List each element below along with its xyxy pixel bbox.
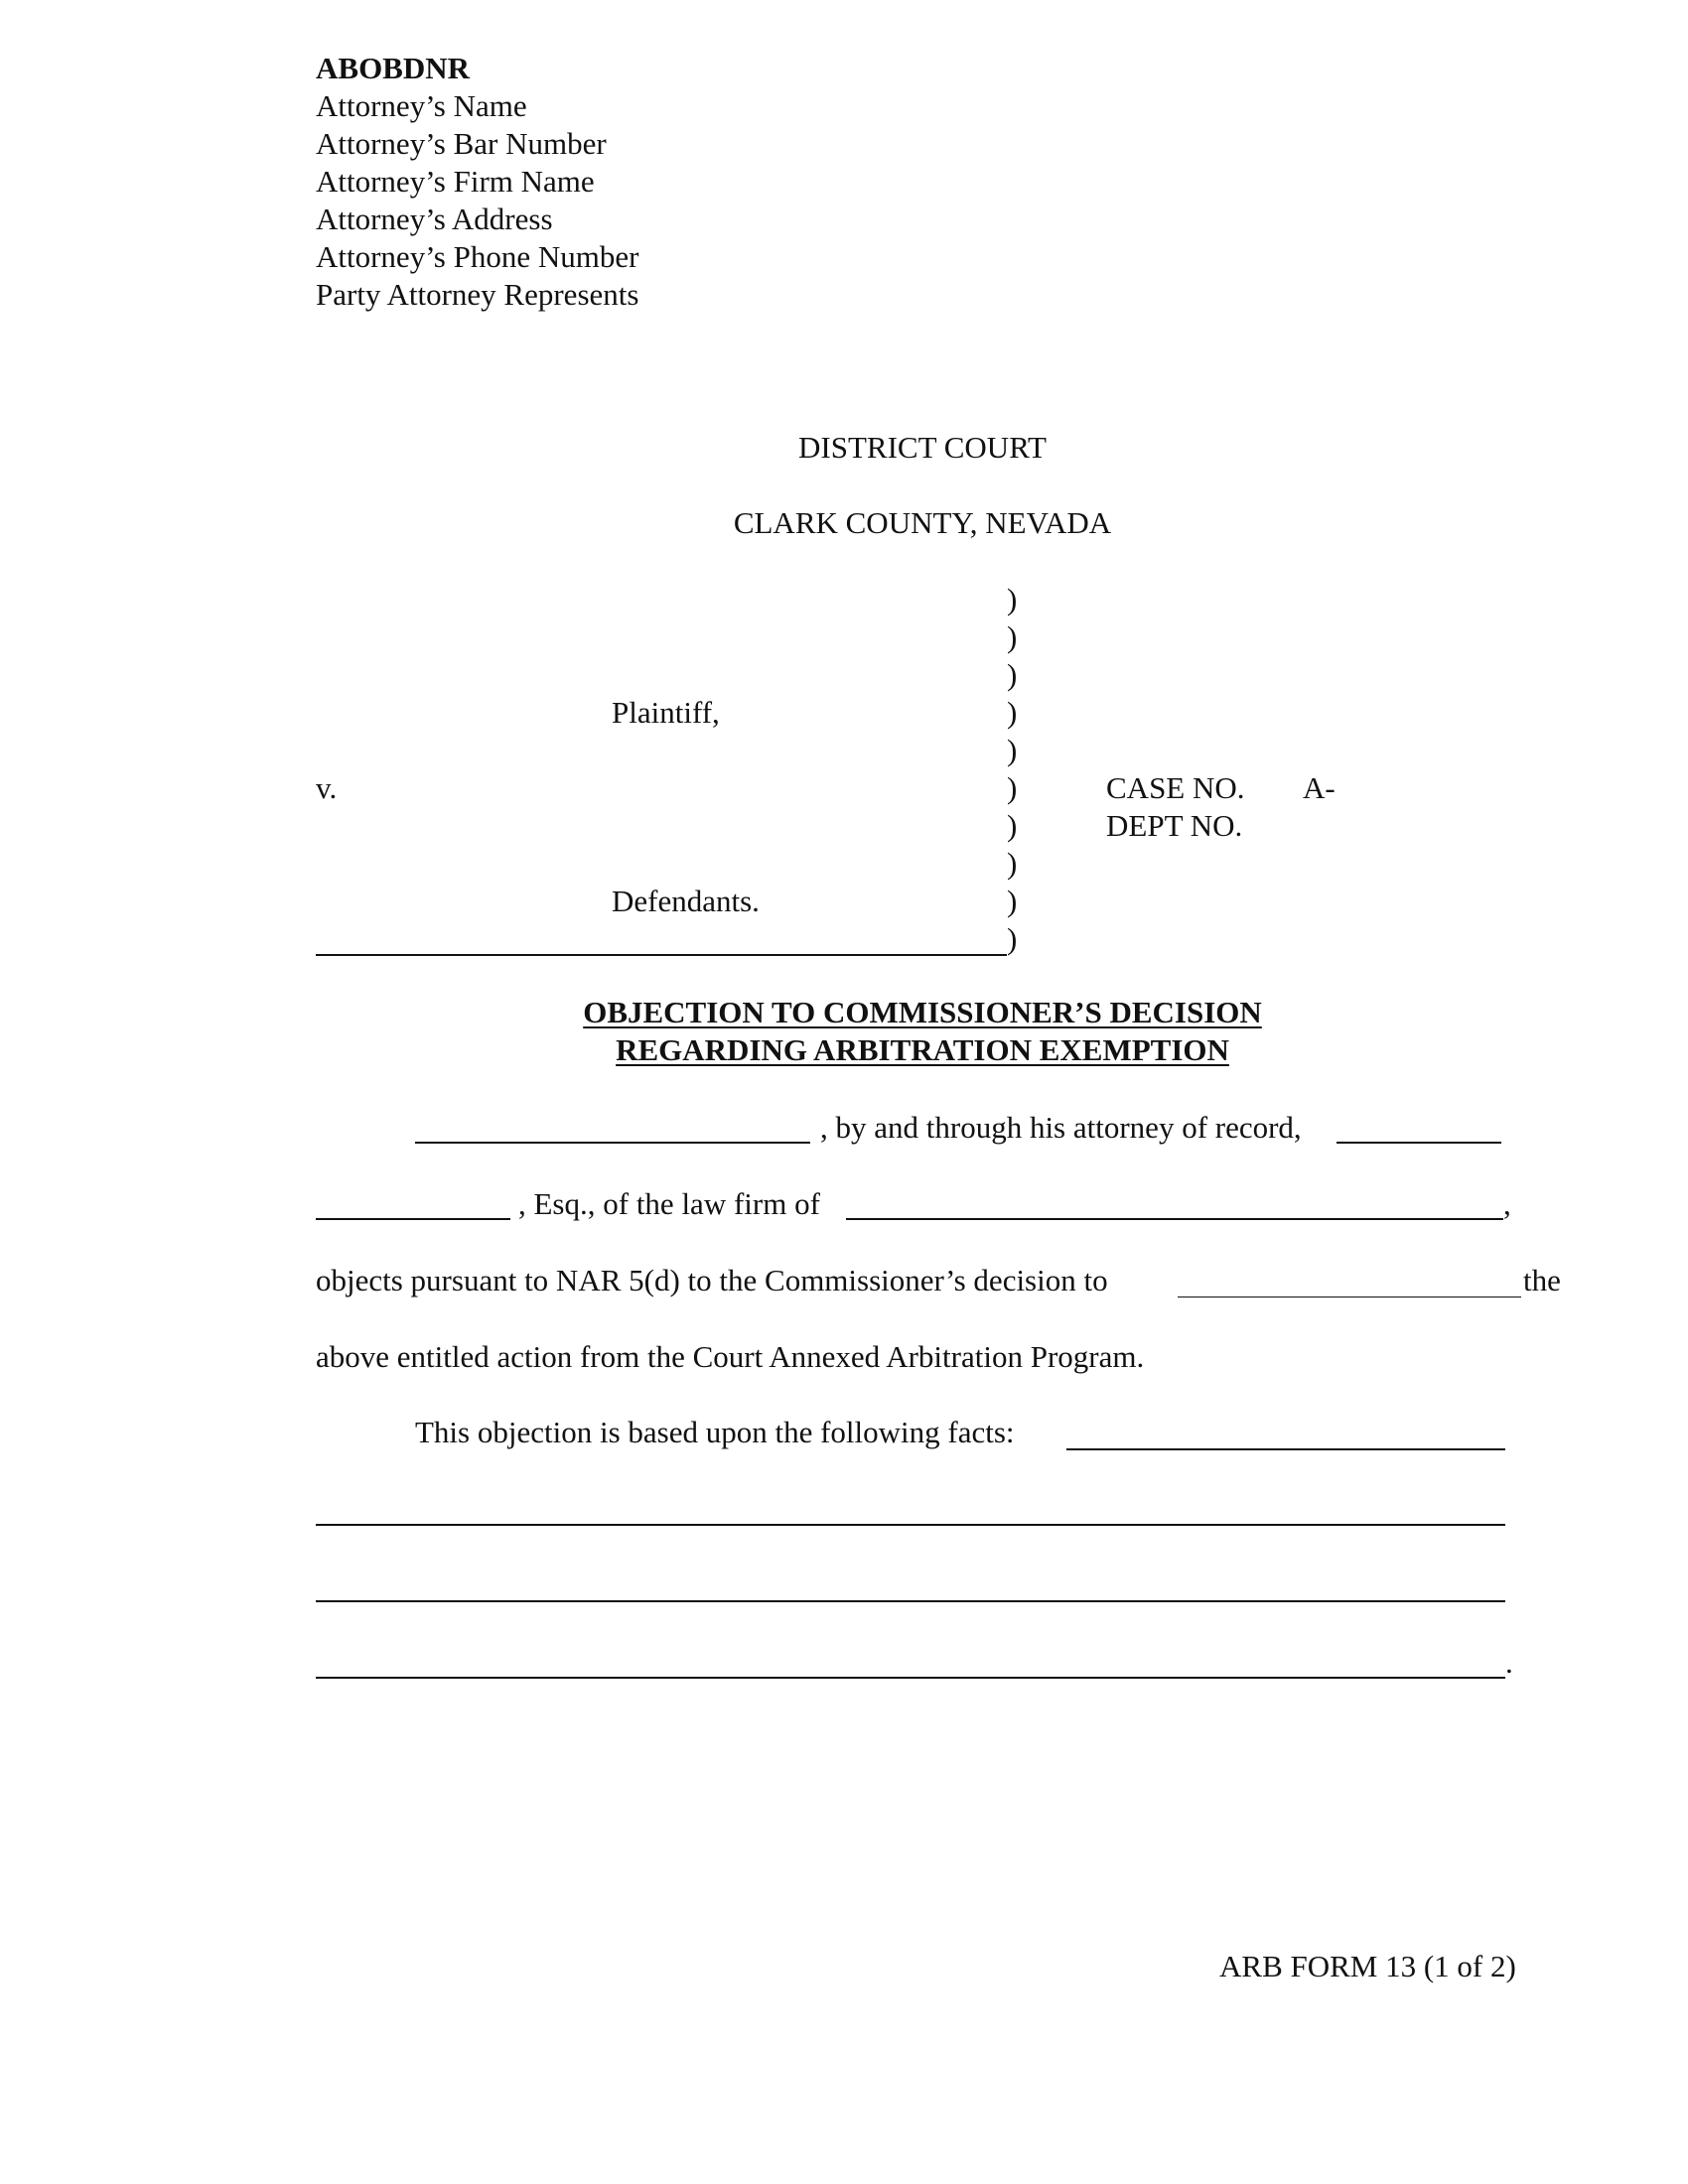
document-title-line-1: OBJECTION TO COMMISSIONER’S DECISION	[583, 995, 1262, 1029]
facts-blank-inline[interactable]	[1066, 1448, 1505, 1450]
versus-label: v.	[316, 770, 338, 805]
attorney-name-blank-end[interactable]	[316, 1218, 510, 1220]
body-line-2-text: , Esq., of the law firm of	[518, 1186, 820, 1221]
attorney-name-label: Attorney’s Name	[316, 88, 527, 123]
facts-blank-line-2[interactable]	[316, 1600, 1505, 1602]
caption-paren: )	[1007, 846, 1018, 881]
attorney-bar-number-label: Attorney’s Bar Number	[316, 126, 607, 161]
court-name: DISTRICT COURT	[798, 430, 1047, 465]
form-code: ABOBDNR	[316, 51, 471, 85]
attorney-firm-name-label: Attorney’s Firm Name	[316, 164, 595, 199]
court-county: CLARK COUNTY, NEVADA	[733, 505, 1112, 540]
form-footer-id: ARB FORM 13 (1 of 2)	[1219, 1949, 1516, 1983]
caption-bottom-rule	[316, 954, 1007, 956]
plaintiff-label: Plaintiff,	[612, 695, 720, 730]
caption-paren: )	[1007, 808, 1018, 843]
caption-paren: )	[1007, 657, 1018, 692]
facts-end-period: .	[1505, 1645, 1513, 1680]
caption-paren: )	[1007, 733, 1018, 767]
caption-paren: )	[1007, 770, 1018, 805]
case-no-label: CASE NO.	[1106, 770, 1245, 805]
caption-paren: )	[1007, 921, 1018, 956]
law-firm-blank[interactable]	[846, 1218, 1503, 1220]
body-line-1-text: , by and through his attorney of record,	[820, 1110, 1302, 1145]
dept-no-label: DEPT NO.	[1106, 808, 1243, 843]
body-line-3-end: the	[1523, 1263, 1561, 1297]
party-represented-label: Party Attorney Represents	[316, 277, 639, 312]
caption-paren: )	[1007, 695, 1018, 730]
body-line-2-comma: ,	[1503, 1186, 1511, 1221]
case-no-value: A-	[1303, 770, 1336, 805]
attorney-phone-label: Attorney’s Phone Number	[316, 239, 639, 274]
attorney-name-blank-start[interactable]	[1336, 1142, 1501, 1144]
defendants-label: Defendants.	[612, 884, 760, 918]
caption-paren: )	[1007, 582, 1018, 616]
caption-paren: )	[1007, 619, 1018, 654]
body-line-3-text: objects pursuant to NAR 5(d) to the Commissioner’s decision to	[316, 1263, 1108, 1297]
facts-intro-text: This objection is based upon the following facts:	[415, 1415, 1015, 1449]
document-title-line-2: REGARDING ARBITRATION EXEMPTION	[616, 1032, 1229, 1067]
facts-blank-line-1[interactable]	[316, 1524, 1505, 1526]
party-name-blank[interactable]	[415, 1142, 810, 1144]
body-line-4-text: above entitled action from the Court Annexed Arbitration Program.	[316, 1339, 1145, 1374]
facts-blank-line-3[interactable]	[316, 1677, 1505, 1679]
caption-paren: )	[1007, 884, 1018, 918]
attorney-address-label: Attorney’s Address	[316, 202, 553, 236]
